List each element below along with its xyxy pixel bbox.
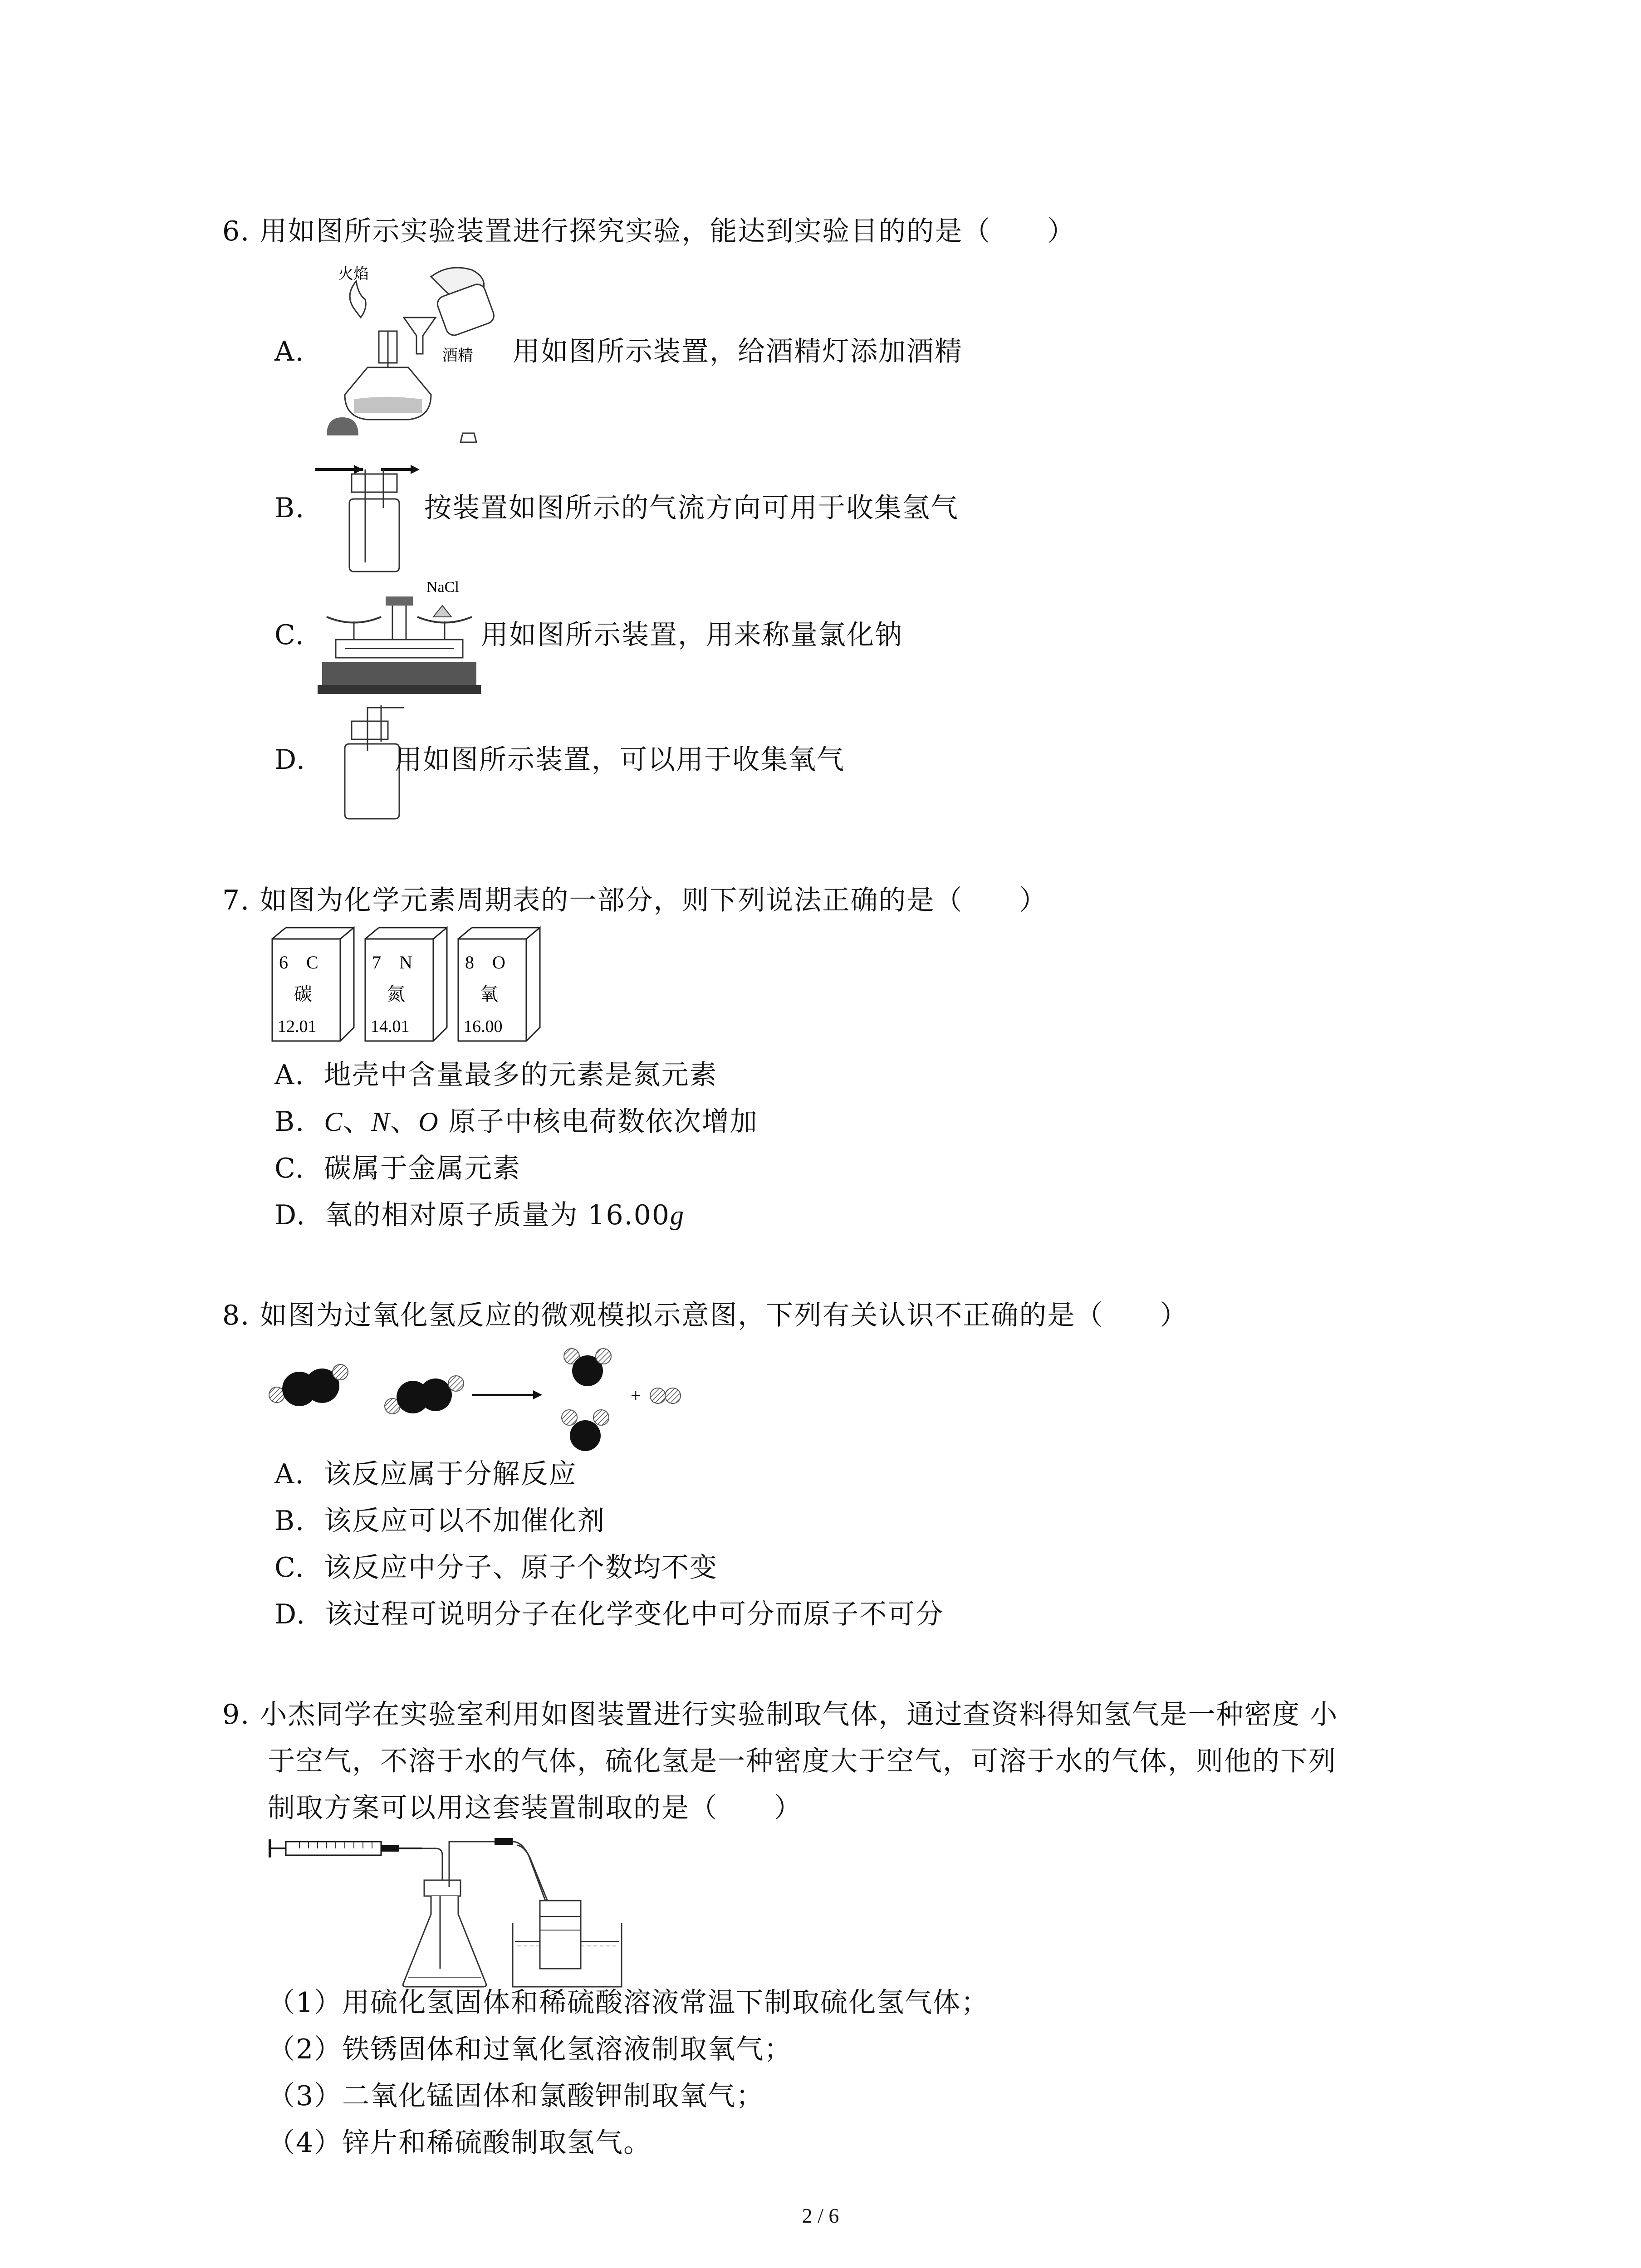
h2o2-molecule xyxy=(269,1364,348,1406)
q6-option-b-text: 按装置如图所示的气流方向可用于收集氢气 xyxy=(424,492,959,524)
element-mass: 14.01 xyxy=(371,1017,410,1036)
element-number: 7 xyxy=(372,952,381,973)
question-6-stem: 6. 用如图所示实验装置进行探究实验，能达到实验目的的是（ ） xyxy=(222,215,1076,247)
balance-nacl-figure xyxy=(318,572,490,708)
element-cell-oxygen xyxy=(458,928,540,1041)
question-9-stem-line-3: 制取方案可以用这套装置制取的是（ ） xyxy=(268,1792,802,1824)
element-symbol: C xyxy=(306,952,318,973)
alcohol-lamp-refill-figure xyxy=(318,263,522,449)
plus-sign: + xyxy=(631,1385,641,1406)
q6-option-c-text: 用如图所示装置，用来称量氯化钠 xyxy=(481,619,903,651)
q6-option-c-letter: C. xyxy=(274,619,305,651)
q6-option-d-letter: D. xyxy=(274,744,306,776)
q9-item-4: （4）锌片和稀硫酸制取氢气。 xyxy=(268,2127,652,2159)
q6-option-b-letter: B. xyxy=(274,492,305,524)
question-9-stem-line-1: 9. 小杰同学在实验室利用如图装置进行实验制取气体，通过查资料得知氢气是一种密度 小 xyxy=(222,1699,1338,1730)
q7-option-a: A. 地壳中含量最多的元素是氮元素 xyxy=(274,1059,718,1091)
q7-option-c: C. 碳属于金属元素 xyxy=(274,1153,521,1184)
q8-option-a: A. 该反应属于分解反应 xyxy=(274,1458,577,1490)
q8-option-d: D. 该过程可说明分子在化学变化中可分而原子不可分 xyxy=(274,1598,944,1630)
h2o2-molecule xyxy=(385,1376,464,1414)
element-name: 氮 xyxy=(387,984,405,1004)
question-7-stem: 7. 如图为化学元素周期表的一部分，则下列说法正确的是（ ） xyxy=(222,885,1048,916)
question-8-stem: 8. 如图为过氧化氢反应的微观模拟示意图，下列有关认识不正确的是（ ） xyxy=(222,1300,1188,1331)
question-9-stem-line-2: 于空气，不溶于水的气体，硫化氢是一种密度大于空气，可溶于水的气体，则他的下列 xyxy=(268,1745,1337,1777)
gas-bottle-airflow-figure xyxy=(313,458,422,576)
water-molecule xyxy=(564,1349,611,1386)
q9-item-2: （2）铁锈固体和过氧化氢溶液制取氧气； xyxy=(268,2033,793,2065)
water-molecule xyxy=(562,1410,609,1451)
reaction-arrow xyxy=(472,1390,542,1399)
syringe xyxy=(270,1839,422,1857)
water-trough xyxy=(513,1901,622,1987)
q7-option-d: D. 氧的相对原子质量为 16.00g xyxy=(274,1199,685,1231)
q6-option-a-letter: A. xyxy=(274,336,305,367)
element-number: 6 xyxy=(279,952,288,973)
element-mass: 12.01 xyxy=(278,1017,317,1036)
gas-generation-apparatus-figure xyxy=(268,1833,631,1996)
element-mass: 16.00 xyxy=(464,1017,503,1036)
q8-option-c: C. 该反应中分子、原子个数均不变 xyxy=(274,1552,718,1584)
oxygen-molecule xyxy=(650,1388,681,1403)
conical-flask xyxy=(403,1842,495,1987)
element-symbol: N xyxy=(399,952,412,973)
q6-label-flame: 火焰 xyxy=(338,266,369,283)
element-symbol: O xyxy=(492,952,505,973)
element-cell-nitrogen xyxy=(365,928,447,1041)
element-name: 氧 xyxy=(480,984,498,1004)
q6-label-alcohol: 酒精 xyxy=(442,347,473,364)
element-cell-carbon xyxy=(272,928,354,1041)
q9-item-1: （1）用硫化氢固体和稀硫酸溶液常温下制取硫化氢气体； xyxy=(268,1987,989,2019)
q6-label-nacl: NaCl xyxy=(426,579,459,596)
element-number: 8 xyxy=(465,952,474,973)
h2o2-reaction-diagram xyxy=(268,1338,721,1456)
q6-option-a-text: 用如图所示装置，给酒精灯添加酒精 xyxy=(513,336,963,367)
q9-item-3: （3）二氧化锰固体和氯酸钾制取氧气； xyxy=(268,2080,764,2112)
periodic-table-excerpt xyxy=(268,925,549,1052)
element-name: 碳 xyxy=(294,984,312,1004)
page-number: 2 / 6 xyxy=(802,2204,839,2227)
q6-option-d-text: 用如图所示装置，可以用于收集氧气 xyxy=(395,744,845,776)
q7-option-b: B. C、N、O 原子中核电荷数依次增加 xyxy=(274,1106,758,1138)
q8-option-b: B. 该反应可以不加催化剂 xyxy=(274,1505,606,1537)
